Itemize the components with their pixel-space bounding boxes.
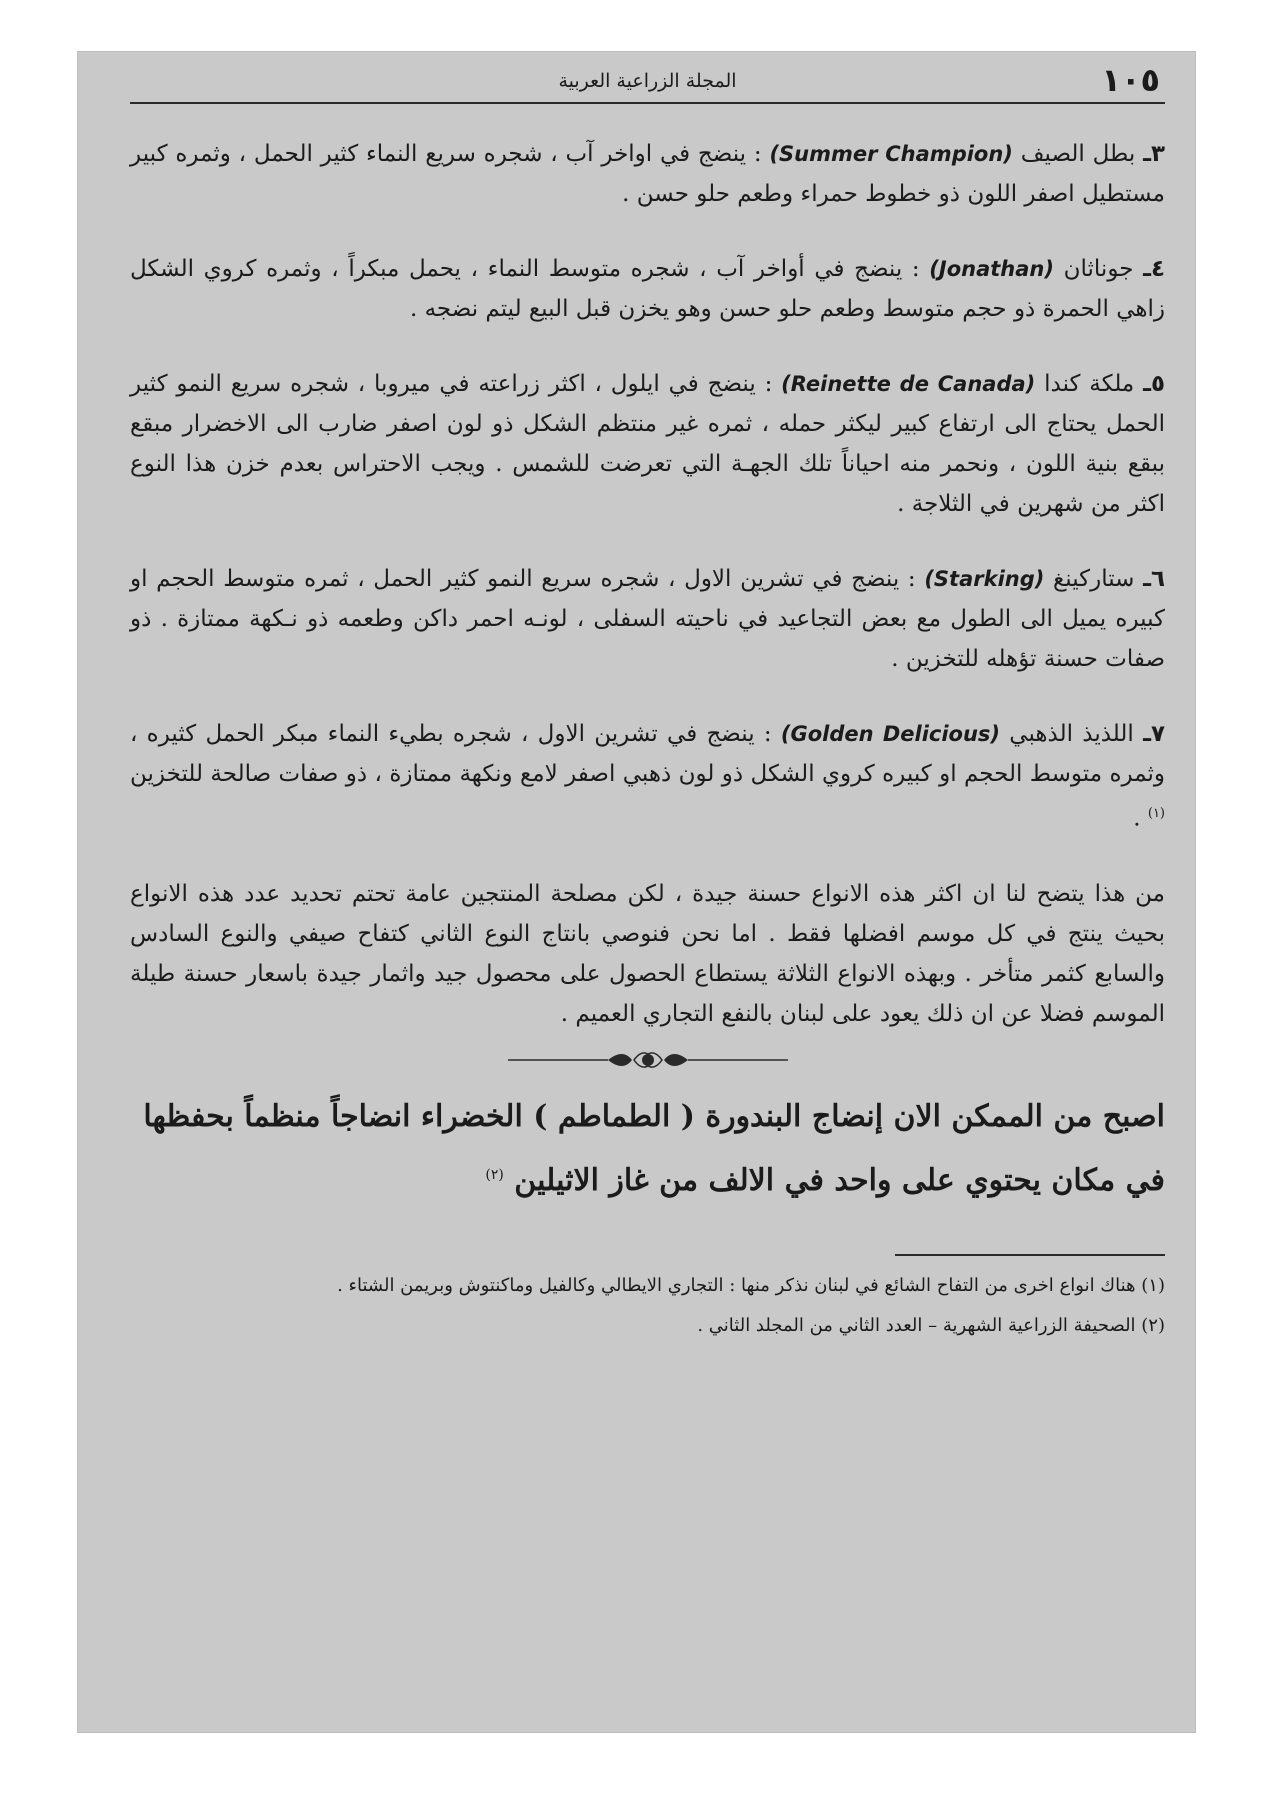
variety-name: ملكة كندا [1044, 371, 1135, 397]
ornamental-divider [508, 1050, 788, 1074]
footnote-divider [895, 1254, 1165, 1256]
variety-description: : ينضج في تشرين الاول ، شجره سريع النمو كثير الحمل ، ثمره متوسط الحجم او كبيره يميل الى الطول مع بعض التجاعيد في ناحيته السفلى ، لونـه احمر داكن وطعمه ذو نـكهة ممتازة . ذو صفات حسنة تؤهله للتخزين . [130, 566, 1165, 672]
summary-paragraph: من هذا يتضح لنا ان اكثر هذه الانواع حسنة جيدة ، لكن مصلحة المنتجين عامة تحتم تحديد عدد هذه الانواع بحيث ينتج في كل موسم افضلها فقط . اما نحن فنوصي بانتاج النوع الثاني كتفاح صيفي والنوع السادس والسابع كثمر متأخر . وبهذه الانواع الثلاثة يستطاع الحصول على محصول جيد واثمار جيدة باسعار حسنة طيلة الموسم فضلا عن ان ذلك يعود على لبنان بالنفع التجاري العميم . [130, 880, 1165, 1027]
variety-latin-name: (Starking) [924, 567, 1045, 591]
variety-description: : ينضج في تشرين الاول ، شجره بطيء النماء مبكر الحمل كثيره ، وثمره متوسط الحجم او كبيره كروي الشكل ذو لون ذهبي اصفر لامع ونكهة ممتازة ، ذو صفات صالحة للتخزين [130, 721, 1165, 787]
variety-description: : ينضج في ايلول ، اكثر زراعته في ميروبا ، شجره سريع النمو كثير الحمل يحتاج الى ارتفاع كبير ليكثر حمله ، ثمره غير منتظم الشكل ذو لون اصفر ضارب الى الاخضرار مبقع ببقع بنية اللون ، ونحمر منه احياناً تلك الجهـة التي تعرضت للشمس . ويجب الاحتراس بعدم خزن هذا النوع اكثر من شهرين في الثلاجة . [130, 371, 1165, 517]
variety-latin-name: (Reinette de Canada) [781, 372, 1036, 396]
variety-latin-name: (Summer Champion) [769, 142, 1013, 166]
variety-name: اللذيذ الذهبي [1009, 721, 1134, 747]
variety-description: : ينضج في اواخر آب ، شجره سريع النماء كثير الحمل ، وثمره كبير مستطيل اصفر اللون ذو خطوط حمراء وطعم حلو حسن . [130, 141, 1165, 207]
variety-entry: ٤ـ جوناثان (Jonathan) : ينضج في أواخر آب ، شجره متوسط النماء ، يحمل مبكراً ، وثمره كروي الشكل زاهي الحمرة ذو حجم متوسط وطعم حلو حسن وهو يخزن قبل البيع ليتم نضجه . [130, 256, 1165, 322]
footnote-reference: (٢) [485, 1166, 504, 1183]
variety-latin-name: (Jonathan) [929, 257, 1054, 281]
variety-entry: ٥ـ ملكة كندا (Reinette de Canada) : ينضج في ايلول ، اكثر زراعته في ميروبا ، شجره سريع النمو كثير الحمل يحتاج الى ارتفاع كبير ليكثر حمله ، ثمره غير منتظم الشكل ذو لون اصفر ضارب الى الاخضرار مبقع ببقع بنية اللون ، ونحمر منه احياناً تلك الجهـة التي تعرضت للشمس . ويجب الاحتراس بعدم خزن هذا النوع اكثر من شهرين في الثلاجة . [130, 371, 1166, 517]
footnote-reference: (١) [1147, 806, 1165, 821]
variety-list [130, 134, 1165, 839]
journal-title: المجلة الزراعية العربية [558, 70, 737, 92]
running-header [130, 60, 1165, 104]
ornament-icon [508, 1050, 788, 1070]
news-headline: اصبح من الممكن الان إنضاج البندورة ( الطماطم ) الخضراء انضاجاً منظماً بحفظها في مكان يحتوي على واحد في الالف من غاز الاثيلين $^{(٢)}$ [143, 1098, 1165, 1198]
variety-name: جوناثان [1063, 256, 1134, 282]
variety-description: : ينضج في أواخر آب ، شجره متوسط النماء ، يحمل مبكراً ، وثمره كروي الشكل زاهي الحمرة ذو حجم متوسط وطعم حلو حسن وهو يخزن قبل البيع ليتم نضجه . [130, 256, 1165, 322]
document-page [130, 60, 1165, 1710]
variety-name: ستاركينغ [1053, 566, 1135, 592]
variety-entry: ٧ـ اللذيذ الذهبي (Golden Delicious) : ينضج في تشرين الاول ، شجره بطيء النماء مبكر الحمل كثيره ، وثمره متوسط الحجم او كبيره كروي الشكل ذو لون ذهبي اصفر لامع ونكهة ممتازة ، ذو صفات صالحة للتخزين $^{(١)}$ . [130, 721, 1165, 832]
variety-entry: ٦ـ ستاركينغ (Starking) : ينضج في تشرين الاول ، شجره سريع النمو كثير الحمل ، ثمره متوسط الحجم او كبيره يميل الى الطول مع بعض التجاعيد في ناحيته السفلى ، لونـه احمر داكن وطعمه ذو نـكهة ممتازة . ذو صفات حسنة تؤهله للتخزين . [130, 566, 1166, 672]
variety-latin-name: (Golden Delicious) [780, 722, 1001, 746]
page-number: ١٠٥ [1101, 61, 1160, 99]
variety-entry: ٣ـ بطل الصيف (Summer Champion) : ينضج في اواخر آب ، شجره سريع النماء كثير الحمل ، وثمره كبير مستطيل اصفر اللون ذو خطوط حمراء وطعم حلو حسن . [130, 141, 1166, 207]
footnote: (٢) الصحيفة الزراعية الشهرية – العدد الثاني من المجلد الثاني . [697, 1314, 1165, 1336]
footnote: (١) هناك انواع اخرى من التفاح الشائع في لبنان نذكر منها : التجاري الايطالي وكالفيل وماكنتوش وبريمن الشتاء . [337, 1274, 1165, 1296]
variety-name: بطل الصيف [1020, 141, 1136, 167]
